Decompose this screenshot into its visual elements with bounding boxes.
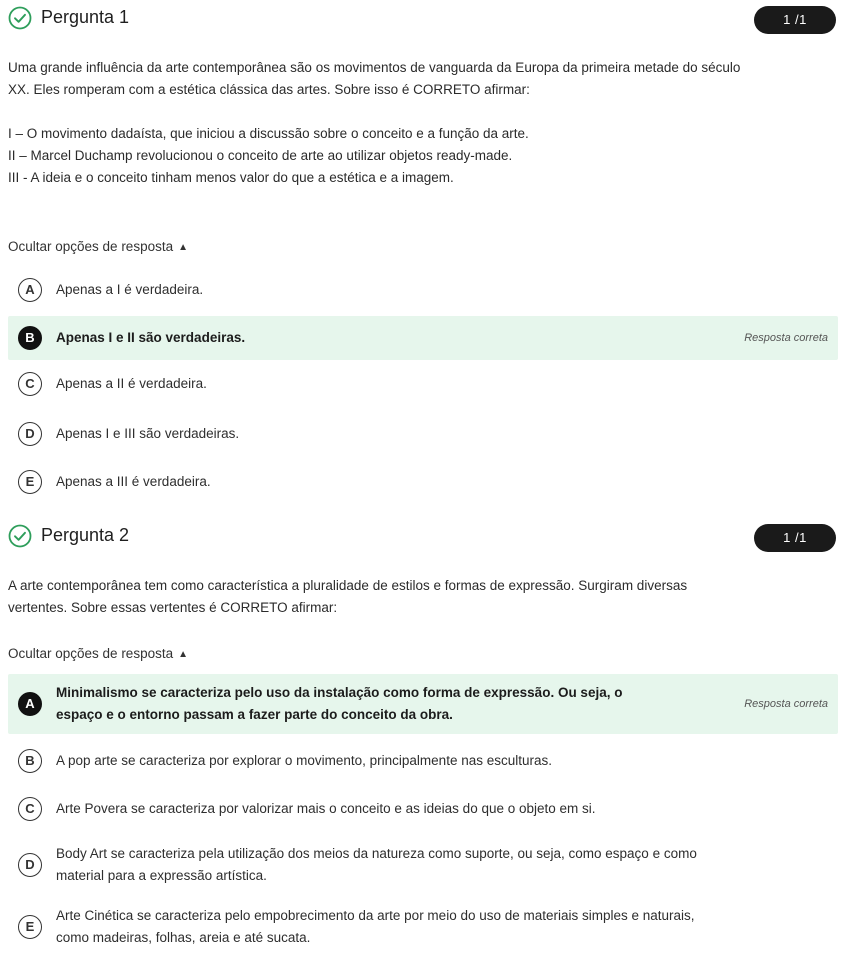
- option-text: Body Art se caracteriza pela utilização dos meios da natureza como suporte, ou seja, como espaço e como material para a expressão artística.: [56, 846, 697, 883]
- q1-option-e[interactable]: [8, 460, 838, 504]
- chevron-up-icon: ▲: [178, 649, 188, 660]
- option-letter-c: C: [18, 797, 42, 821]
- q1-option-a[interactable]: [8, 268, 838, 312]
- statement-1: I – O movimento dadaísta, que iniciou a discussão sobre o conceito e a função da arte.: [8, 126, 529, 141]
- option-text: Apenas a I é verdadeira.: [56, 282, 204, 297]
- question-1-score-badge: 1 /1: [754, 6, 836, 34]
- option-letter-c: C: [18, 372, 42, 396]
- q2-option-c[interactable]: [8, 786, 838, 830]
- question-1-text: Uma grande influência da arte contemporânea são os movimentos de vanguarda da Europa da primeira metade do século XX. Eles romperam com a estética clássica das artes. Sobre isso é CORRETO afirmar:: [8, 60, 741, 97]
- correct-answer-label: Resposta correta: [744, 698, 828, 710]
- question-1-title: Pergunta 1: [41, 7, 130, 27]
- option-letter-b: B: [18, 749, 42, 773]
- option-text: Arte Cinética se caracteriza pelo empobrecimento da arte por meio do uso de materiais simples e naturais, como madeiras, folhas, areia e até sucata.: [56, 908, 695, 945]
- option-letter-d: D: [18, 853, 42, 877]
- check-circle-icon: [8, 524, 32, 548]
- q2-option-d[interactable]: [8, 838, 838, 892]
- chevron-up-icon: ▲: [178, 242, 188, 253]
- option-text: Apenas a III é verdadeira.: [56, 474, 211, 489]
- option-letter-e: E: [18, 915, 42, 939]
- question-2-title: Pergunta 2: [41, 525, 130, 545]
- option-letter-b: B: [18, 326, 42, 350]
- hide-answer-options-toggle[interactable]: Ocultar opções de resposta ▲: [8, 646, 188, 661]
- option-letter-d: D: [18, 422, 42, 446]
- option-letter-a: A: [18, 278, 42, 302]
- option-text: Apenas I e III são verdadeiras.: [56, 426, 240, 441]
- q2-option-e[interactable]: [8, 900, 838, 954]
- option-text: Minimalismo se caracteriza pelo uso da instalação como forma de expressão. Ou seja, o espaço e o entorno passam a fazer parte do conceito da obra.: [56, 685, 623, 722]
- question-2-header: [0, 520, 851, 556]
- option-text: Apenas I e II são verdadeiras.: [56, 330, 246, 345]
- q1-option-b-correct[interactable]: [8, 316, 838, 360]
- statement-3: III - A ideia e o conceito tinham menos valor do que a estética e a imagem.: [8, 170, 454, 185]
- q2-option-a-correct[interactable]: [8, 674, 838, 734]
- q1-option-d[interactable]: [8, 412, 838, 456]
- option-text: A pop arte se caracteriza por explorar o movimento, principalmente nas esculturas.: [56, 753, 552, 768]
- hide-answer-options-toggle[interactable]: Ocultar opções de resposta ▲: [8, 239, 188, 254]
- statement-2: II – Marcel Duchamp revolucionou o conceito de arte ao utilizar objetos ready-made.: [8, 148, 513, 163]
- question-2-score-badge: 1 /1: [754, 524, 836, 552]
- question-1-statements: [8, 123, 838, 189]
- question-2-text: A arte contemporânea tem como característica a pluralidade de estilos e formas de expressão. Surgiram diversas vertentes. Sobre essas vertentes é CORRETO afirmar:: [8, 578, 688, 615]
- option-text: Apenas a II é verdadeira.: [56, 376, 207, 391]
- question-1-header: [0, 2, 851, 38]
- check-circle-icon: [8, 6, 32, 30]
- correct-answer-label: Resposta correta: [744, 332, 828, 344]
- option-letter-a: A: [18, 692, 42, 716]
- option-letter-e: E: [18, 470, 42, 494]
- q1-option-c[interactable]: [8, 362, 838, 406]
- q2-option-b[interactable]: [8, 738, 838, 782]
- option-text: Arte Povera se caracteriza por valorizar mais o conceito e as ideias do que o objeto em si.: [56, 801, 596, 816]
